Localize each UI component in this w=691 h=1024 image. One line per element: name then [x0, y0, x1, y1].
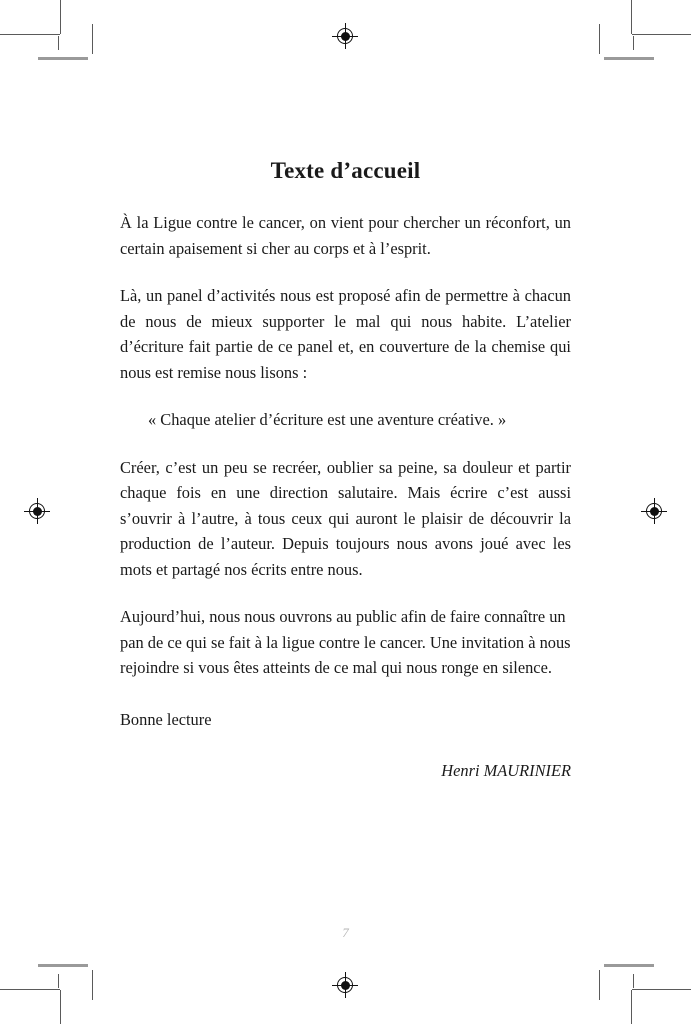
bleed-mark-top-left-vertical: [92, 24, 93, 54]
crop-mark-bottom-right-vertical: [631, 990, 632, 1024]
crop-mark-top-left-horizontal: [0, 34, 60, 35]
bleed-mark-bottom-left-vertical: [92, 970, 93, 1000]
bleed-bar-top-left: [38, 57, 88, 60]
bleed-bar-bottom-right: [604, 964, 654, 967]
author-signature: Henri MAURINIER: [441, 761, 571, 780]
pull-quote: « Chaque atelier d’écriture est une aventure créative. »: [148, 410, 507, 429]
registration-mark-left: [24, 498, 50, 524]
crop-mark-top-left-inner-vertical: [58, 36, 59, 50]
crop-mark-bottom-right-inner-vertical: [633, 974, 634, 988]
crop-mark-bottom-left-horizontal: [0, 989, 60, 990]
crop-mark-bottom-left-inner-vertical: [58, 974, 59, 988]
paragraph: À la Ligue contre le cancer, on vient pour chercher un réconfort, un certain apaisement si cher au corps et à l’esprit.: [120, 213, 571, 258]
crop-mark-top-right-inner-vertical: [633, 36, 634, 50]
crop-mark-top-right-horizontal: [632, 34, 691, 35]
bleed-mark-bottom-right-vertical: [599, 970, 600, 1000]
crop-mark-bottom-right-horizontal: [632, 989, 691, 990]
paragraph: Aujourd’hui, nous nous ouvrons au public afin de faire connaître un pan de ce qui se fait à la ligue contre le cancer. Une invitation à nous rejoindre si vous êtes atteints de ce mal qui nous ronge en silence.: [120, 607, 571, 677]
bleed-mark-top-right-vertical: [599, 24, 600, 54]
closing-line: Bonne lecture: [120, 709, 212, 729]
page-number: 7: [342, 925, 349, 940]
crop-mark-top-left-vertical: [60, 0, 61, 34]
paragraph: Créer, c’est un peu se recréer, oublier sa peine, sa douleur et partir chaque fois en une direction salutaire. Mais écrire c’est aussi s’ouvrir à l’autre, à tous ceux qui auront le plaisir de découvrir la production de l’auteur. Depuis toujours nous avons joué avec les mots et partagé nos écrits entre nous.: [120, 457, 571, 579]
bleed-bar-bottom-left: [38, 964, 88, 967]
paragraph: Là, un panel d’activités nous est proposé afin de permettre à chacun de nous de mieux supporter le mal qui nous habite. L’atelier d’écriture fait partie de ce panel et, en couverture de la chemise qui nous est remise nous lisons :: [120, 286, 571, 382]
crop-mark-bottom-left-vertical: [60, 990, 61, 1024]
crop-mark-top-right-vertical: [631, 0, 632, 34]
page-title: Texte d’accueil: [270, 158, 421, 184]
body-copy: [120, 210, 571, 784]
bleed-bar-top-right: [604, 57, 654, 60]
registration-mark-right: [641, 498, 667, 524]
text-block: [120, 0, 571, 1024]
